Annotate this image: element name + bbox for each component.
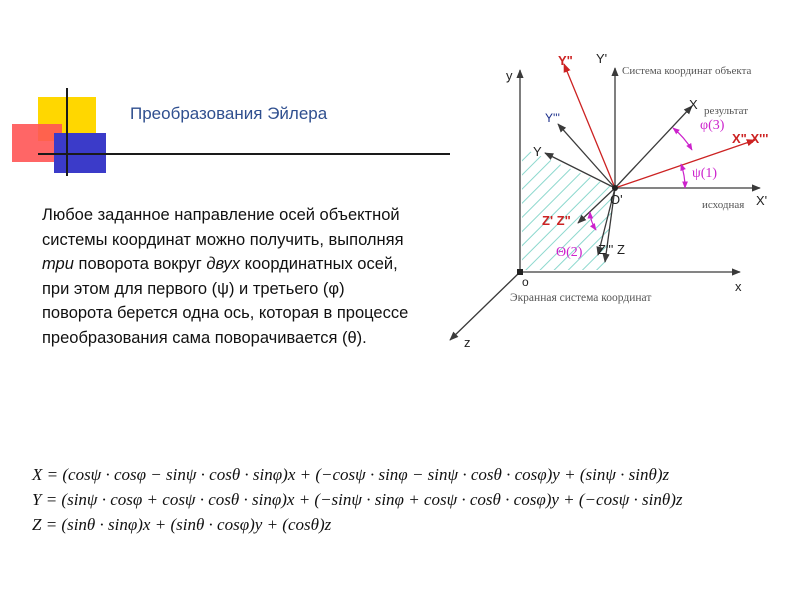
screen-origin-label: o — [522, 275, 529, 289]
euler-diagram — [430, 40, 800, 370]
screen-z-label: z — [464, 335, 471, 350]
phi-angle-arc — [673, 128, 692, 150]
slide-title: Преобразования Эйлера — [130, 104, 328, 123]
z-triple-z-label: Z''' Z — [598, 242, 625, 257]
object-caption: Система координат объекта — [622, 65, 752, 77]
y-dblprime-label: Y" — [558, 53, 573, 68]
formula-z: Z = (sinθ · sinφ)x + (sinθ · cosφ)y + (cosθ)z — [32, 515, 332, 534]
theta2-label: Θ(2) — [556, 245, 583, 260]
paragraph-emphasis-three: три — [42, 255, 74, 273]
paragraph-part-1: Любое заданное направление осей объектной системы координат можно получить, выполняя — [42, 206, 404, 249]
screen-caption: Экранная система координат — [510, 292, 652, 304]
screen-x-label: x — [735, 279, 742, 294]
paragraph-emphasis-two: двух — [206, 255, 241, 273]
x-result-caption: результат — [704, 105, 749, 117]
z-prime-z-dbl-label: Z' Z" — [542, 213, 571, 228]
y-triple-label: Y''' — [545, 111, 560, 125]
paragraph-part-3: координатных осей, при этом для первого (ψ) и третьего (φ) поворота берется одна ось, которая в процессе преобразования сама поворачивается (θ). — [42, 255, 409, 347]
origin-label: O' — [610, 192, 623, 207]
y-result-label: Y — [533, 144, 542, 159]
x-result-axis — [615, 106, 692, 188]
object-origin-dot — [612, 185, 618, 191]
x-dbl-x-triple-label: X" X''' — [732, 131, 769, 146]
paragraph-part-2: поворота вокруг — [73, 255, 207, 273]
description-paragraph — [42, 203, 412, 350]
screen-y-label: y — [506, 68, 513, 83]
y-prime-label: Y' — [596, 51, 608, 66]
psi1-label: ψ(1) — [692, 166, 718, 181]
formula-y: Y = (sinψ · cosφ + cosψ · cosθ · sinφ)x + (−sinψ · sinφ + cosψ · cosθ · cosφ)y + (−cosψ · sinθ)z — [32, 490, 683, 509]
psi-angle-arc — [681, 164, 685, 188]
x-prime-label: X' — [756, 193, 768, 208]
decor-vertical-line — [66, 88, 68, 176]
x-prime-caption: исходная — [702, 199, 745, 211]
formula-x: X = (cosψ · cosφ − sinψ · cosθ · sinφ)x + (−cosψ · sinφ − sinψ · cosθ · cosφ)y + (sinψ · sinθ)z — [32, 465, 670, 484]
formulas-block — [32, 462, 792, 537]
screen-z-axis — [450, 272, 520, 340]
phi3-label: φ(3) — [700, 118, 725, 133]
title-underline — [38, 153, 450, 155]
x-result-label: X — [689, 97, 698, 112]
